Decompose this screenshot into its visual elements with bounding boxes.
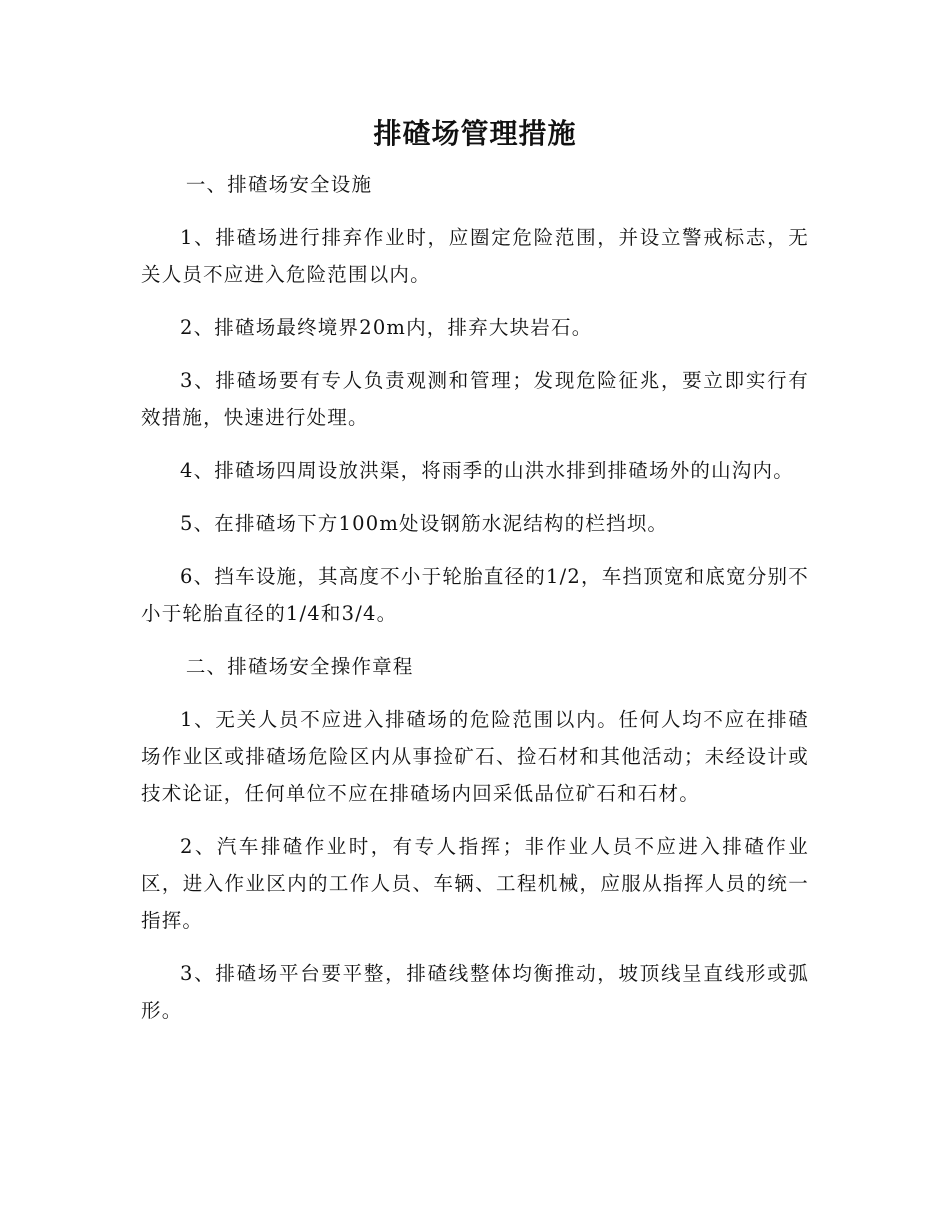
- paragraph: 1、排碴场进行排弃作业时，应圈定危险范围，并设立警戒标志，无关人员不应进入危险范围以内。: [141, 226, 809, 286]
- paragraph: 4、排碴场四周设放洪渠，将雨季的山洪水排到排碴场外的山沟内。: [180, 459, 794, 482]
- paragraph: 2、排碴场最终境界20m内，排弃大块岩石。: [180, 316, 593, 339]
- section-safety-operating-rules: [141, 648, 809, 1029]
- section-heading: 二、排碴场安全操作章程: [185, 655, 414, 678]
- paragraph: 2、汽车排碴作业时，有专人指挥；非作业人员不应进入排碴作业区，进入作业区内的工作人员、车辆、工程机械，应服从指挥人员的统一指挥。: [141, 835, 809, 932]
- paragraph: 5、在排碴场下方100m处设钢筋水泥结构的栏挡坝。: [180, 512, 669, 535]
- paragraph: 3、排碴场要有专人负责观测和管理；发现危险征兆，要立即实行有效措施，快速进行处理。: [141, 369, 809, 429]
- section-safety-facilities: [141, 166, 809, 632]
- section-heading: 一、排碴场安全设施: [185, 173, 373, 196]
- document-body: [141, 166, 809, 1045]
- paragraph: 1、无关人员不应进入排碴场的危险范围以内。任何人均不应在排碴场作业区或排碴场危险区内从事捡矿石、捡石材和其他活动；未经设计或技术论证，任何单位不应在排碴场内回采低品位矿石和石材。: [141, 708, 809, 805]
- document-title: 排碴场管理措施: [373, 117, 577, 150]
- paragraph: 3、排碴场平台要平整，排碴线整体均衡推动，坡顶线呈直线形或弧形。: [141, 962, 809, 1022]
- paragraph: 6、挡车设施，其高度不小于轮胎直径的1/2，车挡顶宽和底宽分别不小于轮胎直径的1/4和3/4。: [141, 565, 809, 625]
